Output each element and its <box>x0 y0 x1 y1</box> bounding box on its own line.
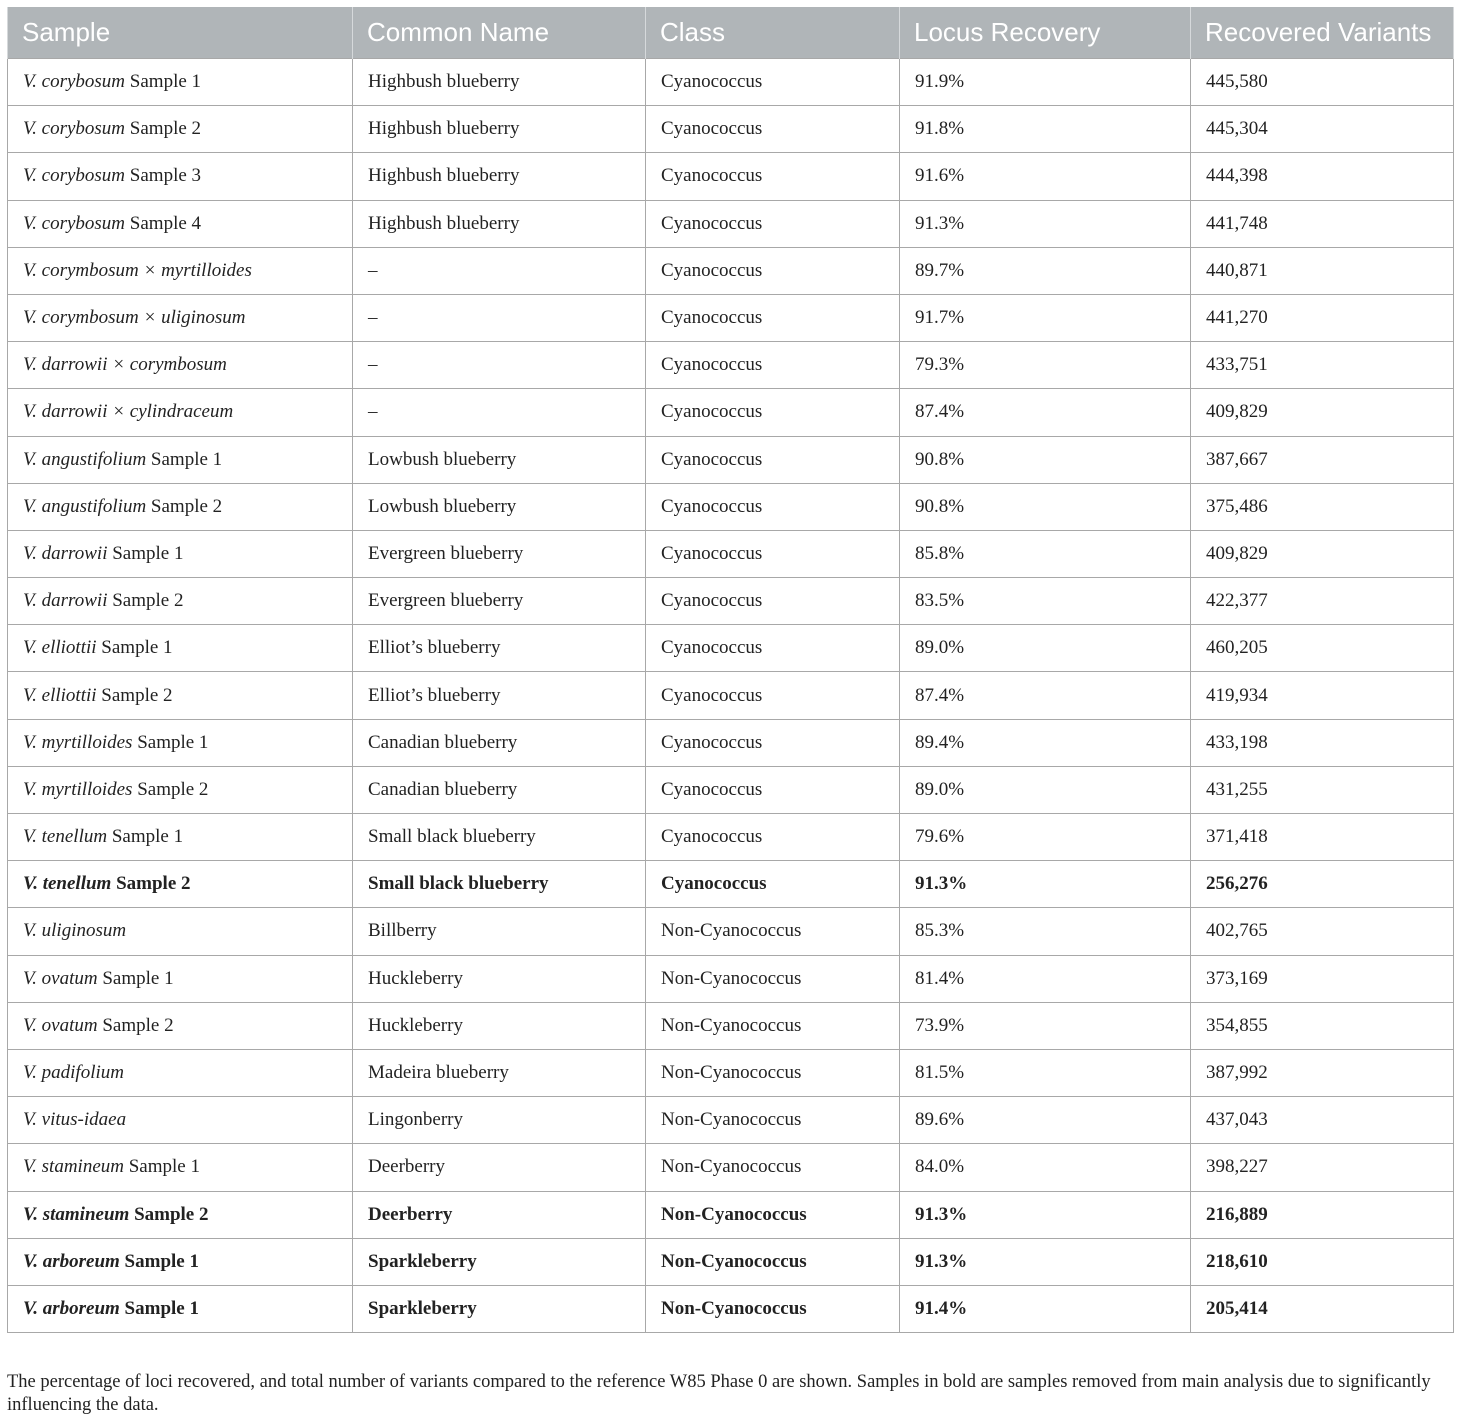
cell-sample <box>8 1191 353 1238</box>
table-row <box>8 342 1454 389</box>
cell-common-name: Evergreen blueberry <box>353 530 646 577</box>
cell-locus-recovery: 89.4% <box>900 719 1191 766</box>
cell-common-name: Deerberry <box>353 1191 646 1238</box>
table-row <box>8 1049 1454 1096</box>
cell-sample <box>8 955 353 1002</box>
sample-species: V. tenellum <box>23 873 112 895</box>
cell-class: Cyanococcus <box>646 766 900 813</box>
header-common-name: Common Name <box>353 7 646 59</box>
sample-suffix: Sample 2 <box>107 590 184 612</box>
cell-recovered-variants: 373,169 <box>1191 955 1454 1002</box>
cell-locus-recovery: 89.0% <box>900 766 1191 813</box>
cell-sample <box>8 578 353 625</box>
sample-suffix: Sample 1 <box>107 542 184 564</box>
sample-suffix: Sample 1 <box>146 448 223 470</box>
sample-species: V. ovatum <box>23 1014 98 1036</box>
cell-locus-recovery: 89.6% <box>900 1097 1191 1144</box>
table-row <box>8 1285 1454 1332</box>
sample-suffix: Sample 2 <box>129 1203 209 1225</box>
table-row <box>8 106 1454 153</box>
cell-sample <box>8 1144 353 1191</box>
sample-suffix: Sample 1 <box>125 71 202 93</box>
cell-common-name: Sparkleberry <box>353 1238 646 1285</box>
cell-locus-recovery: 89.0% <box>900 625 1191 672</box>
cell-class: Non-Cyanococcus <box>646 908 900 955</box>
cell-recovered-variants: 387,667 <box>1191 436 1454 483</box>
cell-recovered-variants: 437,043 <box>1191 1097 1454 1144</box>
cell-class: Cyanococcus <box>646 200 900 247</box>
sample-species: V. myrtilloides <box>23 731 133 753</box>
cell-common-name: Highbush blueberry <box>353 59 646 106</box>
cell-recovered-variants: 371,418 <box>1191 814 1454 861</box>
cell-recovered-variants: 445,580 <box>1191 59 1454 106</box>
cell-recovered-variants: 433,198 <box>1191 719 1454 766</box>
cell-sample <box>8 530 353 577</box>
cell-locus-recovery: 87.4% <box>900 389 1191 436</box>
cell-sample <box>8 719 353 766</box>
table-header <box>8 7 1454 59</box>
cell-sample <box>8 1002 353 1049</box>
cell-recovered-variants: 460,205 <box>1191 625 1454 672</box>
cell-common-name: Lowbush blueberry <box>353 483 646 530</box>
cell-sample <box>8 59 353 106</box>
sample-species: V. myrtilloides <box>23 778 133 800</box>
cell-sample <box>8 294 353 341</box>
sample-suffix: Sample 3 <box>125 165 202 187</box>
cell-locus-recovery: 91.8% <box>900 106 1191 153</box>
cell-sample <box>8 106 353 153</box>
cell-class: Cyanococcus <box>646 106 900 153</box>
table-row <box>8 1144 1454 1191</box>
header-locus-recovery: Locus Recovery <box>900 7 1191 59</box>
cell-locus-recovery: 91.9% <box>900 59 1191 106</box>
sample-suffix: Sample 1 <box>107 826 184 848</box>
cell-recovered-variants: 409,829 <box>1191 389 1454 436</box>
sample-species: V. darrowii <box>23 542 108 564</box>
sample-species: V. angustifolium <box>23 495 147 517</box>
cell-recovered-variants: 398,227 <box>1191 1144 1454 1191</box>
cell-class: Cyanococcus <box>646 483 900 530</box>
cell-locus-recovery: 89.7% <box>900 247 1191 294</box>
table-row <box>8 59 1454 106</box>
sample-species: V. elliottii <box>23 684 97 706</box>
cell-recovered-variants: 441,748 <box>1191 200 1454 247</box>
cell-class: Cyanococcus <box>646 59 900 106</box>
table-row <box>8 814 1454 861</box>
sample-species: V. elliottii <box>23 637 97 659</box>
cell-recovered-variants: 205,414 <box>1191 1285 1454 1332</box>
cell-sample <box>8 908 353 955</box>
cell-common-name: Lowbush blueberry <box>353 436 646 483</box>
cell-class: Non-Cyanococcus <box>646 1191 900 1238</box>
cell-sample <box>8 1049 353 1096</box>
table-row <box>8 672 1454 719</box>
cell-class: Cyanococcus <box>646 247 900 294</box>
sample-species: V. corybosum <box>23 71 126 93</box>
sample-species: V. corymbosum × uliginosum <box>23 307 246 329</box>
sample-suffix: Sample 1 <box>96 637 173 659</box>
cell-locus-recovery: 90.8% <box>900 483 1191 530</box>
cell-locus-recovery: 91.4% <box>900 1285 1191 1332</box>
cell-common-name: Small black blueberry <box>353 814 646 861</box>
cell-recovered-variants: 433,751 <box>1191 342 1454 389</box>
cell-common-name: Highbush blueberry <box>353 200 646 247</box>
table-row <box>8 1238 1454 1285</box>
cell-common-name: Small black blueberry <box>353 861 646 908</box>
cell-common-name: Highbush blueberry <box>353 106 646 153</box>
cell-locus-recovery: 90.8% <box>900 436 1191 483</box>
cell-common-name: Elliot’s blueberry <box>353 672 646 719</box>
cell-recovered-variants: 387,992 <box>1191 1049 1454 1096</box>
cell-common-name: Lingonberry <box>353 1097 646 1144</box>
cell-recovered-variants: 216,889 <box>1191 1191 1454 1238</box>
cell-class: Cyanococcus <box>646 672 900 719</box>
cell-locus-recovery: 73.9% <box>900 1002 1191 1049</box>
cell-sample <box>8 389 353 436</box>
cell-recovered-variants: 375,486 <box>1191 483 1454 530</box>
cell-locus-recovery: 79.3% <box>900 342 1191 389</box>
table-row <box>8 200 1454 247</box>
cell-sample <box>8 483 353 530</box>
sample-species: V. padifolium <box>23 1062 124 1084</box>
header-sample: Sample <box>8 7 353 59</box>
cell-locus-recovery: 84.0% <box>900 1144 1191 1191</box>
table-row <box>8 483 1454 530</box>
cell-recovered-variants: 409,829 <box>1191 530 1454 577</box>
cell-recovered-variants: 354,855 <box>1191 1002 1454 1049</box>
table-body <box>8 59 1454 1333</box>
table-row <box>8 153 1454 200</box>
sample-suffix: Sample 1 <box>119 1297 199 1319</box>
cell-class: Non-Cyanococcus <box>646 955 900 1002</box>
table-row <box>8 294 1454 341</box>
table-row <box>8 436 1454 483</box>
sample-suffix: Sample 2 <box>132 778 209 800</box>
cell-locus-recovery: 91.3% <box>900 1238 1191 1285</box>
cell-class: Non-Cyanococcus <box>646 1097 900 1144</box>
sample-species: V. angustifolium <box>23 448 147 470</box>
cell-recovered-variants: 256,276 <box>1191 861 1454 908</box>
cell-sample <box>8 153 353 200</box>
sample-suffix: Sample 1 <box>132 731 209 753</box>
cell-recovered-variants: 440,871 <box>1191 247 1454 294</box>
cell-recovered-variants: 422,377 <box>1191 578 1454 625</box>
cell-class: Cyanococcus <box>646 861 900 908</box>
cell-class: Cyanococcus <box>646 625 900 672</box>
cell-common-name: – <box>353 389 646 436</box>
cell-class: Cyanococcus <box>646 294 900 341</box>
cell-common-name: Madeira blueberry <box>353 1049 646 1096</box>
cell-locus-recovery: 85.3% <box>900 908 1191 955</box>
cell-class: Cyanococcus <box>646 389 900 436</box>
sample-suffix: Sample 2 <box>96 684 173 706</box>
table-row <box>8 1191 1454 1238</box>
cell-class: Cyanococcus <box>646 578 900 625</box>
cell-recovered-variants: 218,610 <box>1191 1238 1454 1285</box>
table-row <box>8 530 1454 577</box>
cell-sample <box>8 625 353 672</box>
cell-sample <box>8 861 353 908</box>
cell-sample <box>8 1097 353 1144</box>
sample-suffix: Sample 4 <box>125 212 202 234</box>
cell-locus-recovery: 91.3% <box>900 200 1191 247</box>
cell-common-name: Canadian blueberry <box>353 766 646 813</box>
cell-class: Non-Cyanococcus <box>646 1002 900 1049</box>
table-row <box>8 719 1454 766</box>
cell-locus-recovery: 81.4% <box>900 955 1191 1002</box>
cell-sample <box>8 436 353 483</box>
cell-locus-recovery: 91.7% <box>900 294 1191 341</box>
sample-species: V. ovatum <box>23 967 98 989</box>
cell-common-name: Evergreen blueberry <box>353 578 646 625</box>
table-row <box>8 955 1454 1002</box>
sample-species: V. corybosum <box>23 212 126 234</box>
sample-species: V. corybosum <box>23 118 126 140</box>
sample-suffix: Sample 1 <box>123 1156 200 1178</box>
table-row <box>8 625 1454 672</box>
cell-class: Cyanococcus <box>646 153 900 200</box>
sample-suffix: Sample 2 <box>146 495 223 517</box>
cell-sample <box>8 672 353 719</box>
cell-class: Cyanococcus <box>646 719 900 766</box>
sample-species: V. corymbosum × myrtilloides <box>23 259 252 281</box>
header-recovered-variants: Recovered Variants <box>1191 7 1454 59</box>
table-row <box>8 766 1454 813</box>
table-row <box>8 1002 1454 1049</box>
sample-species: V. arboreum <box>23 1250 120 1272</box>
table-row <box>8 247 1454 294</box>
cell-locus-recovery: 91.3% <box>900 1191 1191 1238</box>
cell-common-name: Huckleberry <box>353 955 646 1002</box>
header-row <box>8 7 1454 59</box>
sample-species: V. arboreum <box>23 1297 120 1319</box>
cell-locus-recovery: 91.6% <box>900 153 1191 200</box>
cell-common-name: – <box>353 294 646 341</box>
cell-common-name: – <box>353 247 646 294</box>
cell-common-name: Deerberry <box>353 1144 646 1191</box>
table-row <box>8 389 1454 436</box>
cell-sample <box>8 247 353 294</box>
cell-recovered-variants: 445,304 <box>1191 106 1454 153</box>
variants-table <box>7 7 1454 1333</box>
cell-locus-recovery: 85.8% <box>900 530 1191 577</box>
sample-suffix: Sample 2 <box>97 1014 174 1036</box>
cell-class: Cyanococcus <box>646 814 900 861</box>
table-row <box>8 1097 1454 1144</box>
table-caption: The percentage of loci recovered, and total number of variants compared to the reference W85 Phase 0 are shown. Samples in bold are samples removed from main analysis due to significantly influencing the data. <box>7 1372 1431 1415</box>
sample-suffix: Sample 1 <box>119 1250 199 1272</box>
sample-species: V. stamineum <box>23 1203 130 1225</box>
table-row <box>8 908 1454 955</box>
cell-class: Cyanococcus <box>646 342 900 389</box>
sample-species: V. darrowii <box>23 590 108 612</box>
sample-species: V. vitus-idaea <box>23 1109 127 1131</box>
cell-common-name: Sparkleberry <box>353 1285 646 1332</box>
cell-sample <box>8 1285 353 1332</box>
cell-sample <box>8 814 353 861</box>
cell-common-name: Elliot’s blueberry <box>353 625 646 672</box>
cell-class: Cyanococcus <box>646 530 900 577</box>
cell-recovered-variants: 441,270 <box>1191 294 1454 341</box>
sample-suffix: Sample 2 <box>125 118 202 140</box>
sample-species: V. darrowii × cylindraceum <box>23 401 234 423</box>
cell-locus-recovery: 87.4% <box>900 672 1191 719</box>
data-table-container <box>7 7 1453 1333</box>
cell-common-name: Highbush blueberry <box>353 153 646 200</box>
sample-species: V. stamineum <box>23 1156 124 1178</box>
cell-sample <box>8 766 353 813</box>
cell-common-name: – <box>353 342 646 389</box>
table-row <box>8 861 1454 908</box>
cell-sample <box>8 200 353 247</box>
cell-recovered-variants: 431,255 <box>1191 766 1454 813</box>
table-row <box>8 578 1454 625</box>
cell-locus-recovery: 83.5% <box>900 578 1191 625</box>
cell-class: Non-Cyanococcus <box>646 1144 900 1191</box>
cell-locus-recovery: 91.3% <box>900 861 1191 908</box>
cell-class: Cyanococcus <box>646 436 900 483</box>
cell-locus-recovery: 79.6% <box>900 814 1191 861</box>
cell-sample <box>8 342 353 389</box>
sample-species: V. darrowii × corymbosum <box>23 354 227 376</box>
sample-species: V. corybosum <box>23 165 126 187</box>
sample-species: V. tenellum <box>23 826 108 848</box>
cell-common-name: Billberry <box>353 908 646 955</box>
sample-suffix: Sample 2 <box>111 873 191 895</box>
sample-suffix: Sample 1 <box>97 967 174 989</box>
cell-class: Non-Cyanococcus <box>646 1285 900 1332</box>
cell-recovered-variants: 419,934 <box>1191 672 1454 719</box>
sample-species: V. uliginosum <box>23 920 127 942</box>
cell-class: Non-Cyanococcus <box>646 1049 900 1096</box>
cell-locus-recovery: 81.5% <box>900 1049 1191 1096</box>
cell-common-name: Huckleberry <box>353 1002 646 1049</box>
cell-sample <box>8 1238 353 1285</box>
cell-common-name: Canadian blueberry <box>353 719 646 766</box>
cell-recovered-variants: 402,765 <box>1191 908 1454 955</box>
cell-recovered-variants: 444,398 <box>1191 153 1454 200</box>
cell-class: Non-Cyanococcus <box>646 1238 900 1285</box>
header-class: Class <box>646 7 900 59</box>
